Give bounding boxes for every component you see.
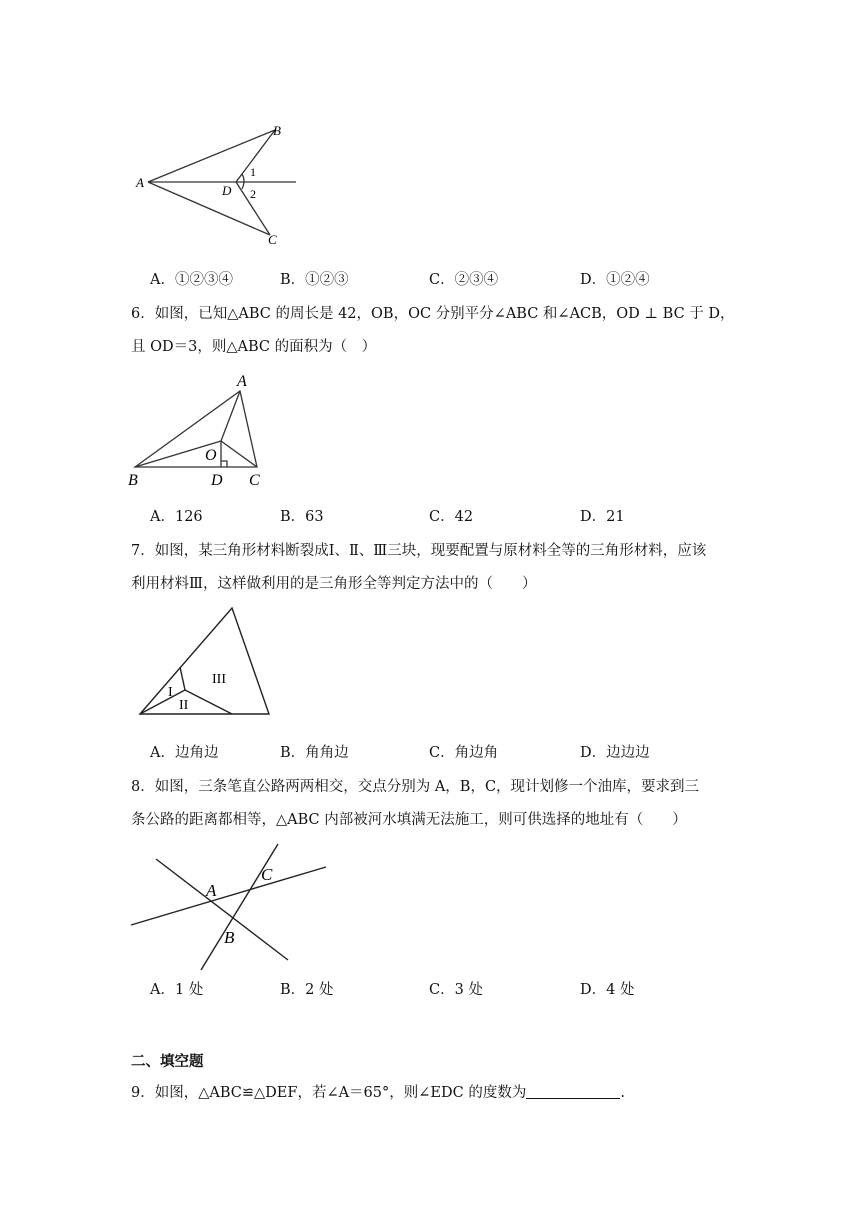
fig5-label-a: A — [136, 175, 144, 190]
q6-option-a[interactable]: A．126 — [150, 509, 203, 525]
fig6-right-angle-mark — [221, 461, 227, 467]
fig7-crack-3 — [185, 690, 232, 714]
q9-question: 9．如图，△ABC≌△DEF，若∠A＝65°，则∠EDC 的度数为 — [131, 1085, 527, 1101]
q8-option-d[interactable]: D．4 处 — [580, 982, 635, 998]
q5-option-b[interactable]: B．①②③ — [280, 272, 349, 288]
q8-option-a[interactable]: A．1 处 — [150, 982, 204, 998]
fig5-label-d: D — [222, 183, 232, 198]
q8-text-line2: 条公路的距离都相等，△ABC 内部被河水填满无法施工，则可供选择的地址有（ ） — [131, 812, 687, 828]
fig8-label-b: B — [224, 928, 235, 947]
fig5-label-b: B — [273, 123, 281, 138]
q5-figure — [130, 115, 310, 250]
q6-option-d[interactable]: D．21 — [580, 509, 625, 525]
fig7-crack-1 — [180, 667, 185, 690]
q9-answer-blank[interactable] — [526, 1083, 620, 1099]
fig8-road-3 — [201, 844, 278, 970]
fig5-label-angle2: 2 — [250, 187, 256, 201]
fig6-label-c: C — [249, 472, 260, 489]
q6-option-b[interactable]: B．63 — [280, 509, 324, 525]
q6-text-line1: 6．如图，已知△ABC 的周长是 42，OB，OC 分别平分∠ABC 和∠ACB，OD ⊥ BC 于 D， — [131, 306, 735, 322]
q8-figure — [128, 838, 333, 973]
fig6-triangle-abc — [135, 391, 257, 467]
q8-text-line1: 8．如图，三条笔直公路两两相交，交点分别为 A，B，C，现计划修一个油库，要求到三 — [131, 779, 700, 795]
fig6-label-b: B — [128, 472, 138, 489]
section-title-fill-blank: 二、填空题 — [131, 1053, 204, 1070]
fig8-label-a: A — [206, 881, 217, 900]
q7-option-b[interactable]: B．角角边 — [280, 745, 349, 761]
q5-option-d[interactable]: D．①②④ — [580, 272, 650, 288]
q7-text-line1: 7．如图，某三角形材料断裂成Ⅰ、Ⅱ、Ⅲ三块，现要配置与原材料全等的三角形材料，应该 — [131, 543, 707, 559]
q7-text-line2: 利用材料Ⅲ，这样做利用的是三角形全等判定方法中的（ ） — [131, 576, 537, 592]
fig6-label-o: O — [205, 447, 217, 464]
fig7-outer-triangle — [140, 608, 269, 714]
q8-option-b[interactable]: B．2 处 — [280, 982, 334, 998]
fig5-label-angle1: 1 — [250, 165, 256, 179]
fig7-label-ii: II — [179, 698, 189, 713]
fig6-label-d: D — [211, 472, 223, 489]
fig5-label-c: C — [268, 232, 277, 247]
q7-option-a[interactable]: A．边角边 — [150, 745, 219, 761]
q9-text — [131, 1083, 625, 1103]
q8-option-c[interactable]: C．3 处 — [429, 982, 483, 998]
fig6-label-a: A — [237, 373, 247, 390]
q9-end-punct: . — [620, 1085, 625, 1101]
fig8-label-c: C — [261, 865, 273, 884]
q6-figure — [125, 368, 275, 493]
q5-option-a[interactable]: A．①②③④ — [150, 272, 233, 288]
q6-text-line2: 且 OD＝3，则△ABC 的面积为（ ） — [131, 339, 377, 355]
q6-option-c[interactable]: C．42 — [429, 509, 474, 525]
fig7-label-iii: III — [212, 672, 226, 687]
q5-option-c[interactable]: C．②③④ — [429, 272, 499, 288]
q7-figure — [135, 605, 275, 720]
fig7-label-i: I — [168, 685, 173, 700]
q7-option-c[interactable]: C．角边角 — [429, 745, 499, 761]
fig8-road-1 — [131, 867, 326, 925]
q7-option-d[interactable]: D．边边边 — [580, 745, 650, 761]
